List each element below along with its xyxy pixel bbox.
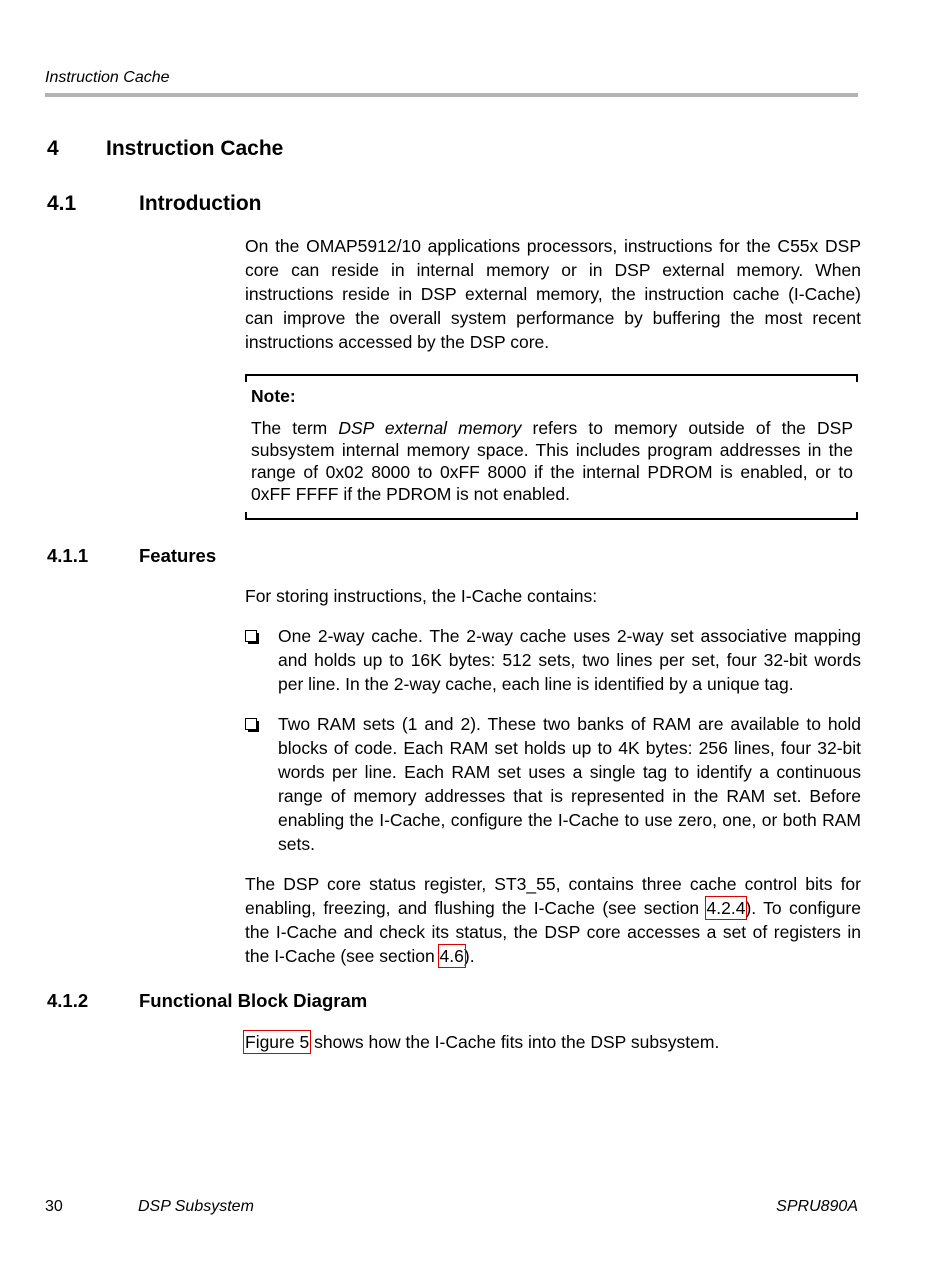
features-lead: For storing instructions, the I-Cache contains: <box>245 586 598 606</box>
note-body <box>251 417 853 505</box>
bullet-icon <box>245 718 259 732</box>
bullet-item: One 2-way cache. The 2-way cache uses 2-way set associative mapping and holds up to 16K bytes: 512 sets, two lines per set, four 32-bit words per line. In the 2-way cache, each line is identified by a unique tag. <box>278 626 861 694</box>
footer-chapter: DSP Subsystem <box>138 1198 254 1215</box>
block-diagram-title: Functional Block Diagram <box>139 990 368 1011</box>
note-line: The term DSP external memory refers to memory outside of the DSP <box>251 418 853 438</box>
block-diagram-number: 4.1.2 <box>47 990 89 1011</box>
text-line: On the OMAP5912/10 applications processors, instructions for the C55x DSP <box>245 236 861 256</box>
text-line: instructions reside in DSP external memory, the instruction cache (I-Cache) <box>245 284 861 304</box>
footer-doc-id: SPRU890A <box>776 1198 858 1215</box>
note-line: range of 0x02 8000 to 0xFF 8000 if the internal PDROM is enabled, or to <box>251 462 853 482</box>
note-emphasis: DSP external memory <box>338 418 522 438</box>
text-line: can improve the overall system performance by buffering the most recent <box>245 308 861 328</box>
status-paragraph: The DSP core status register, ST3_55, contains three cache control bits for enabling, freezing, and flushing the I-Cache (see section 4.2.4). To configure the I-Cache and check its status, the DSP core accesses a set of registers in the I-Cache (see section 4.6). <box>245 874 861 966</box>
figure-paragraph: Figure 5 shows how the I-Cache fits into the DSP subsystem. <box>245 1032 720 1052</box>
intro-paragraph <box>245 234 861 354</box>
note-box <box>245 374 858 520</box>
note-line: subsystem internal memory space. This includes program addresses in the <box>251 440 853 460</box>
figure-link[interactable]: Figure 5 <box>245 1032 310 1052</box>
subsection-number: 4.1 <box>47 192 77 215</box>
note-line: 0xFF FFFF if the PDROM is not enabled. <box>251 484 570 504</box>
section-number: 4 <box>47 137 59 160</box>
subsection-title: Introduction <box>139 192 262 215</box>
bullet-item: Two RAM sets (1 and 2). These two banks of RAM are available to hold blocks of code. Each RAM set holds up to 4K bytes: 256 lines, four 32-bit words per line. Each RAM set uses a single tag to identify a continuous range of memory addresses that is represented in the RAM set. Before enabling the I-Cache, configure the I-Cache to use zero, one, or both RAM sets. <box>278 714 861 854</box>
page-number: 30 <box>45 1198 63 1215</box>
running-header: Instruction Cache <box>45 69 170 86</box>
features-title: Features <box>139 545 217 566</box>
section-title: Instruction Cache <box>106 137 284 160</box>
note-title: Note: <box>251 386 296 406</box>
section-link[interactable]: 4.6 <box>439 946 464 966</box>
text-line: core can reside in internal memory or in DSP external memory. When <box>245 260 861 280</box>
bullet-icon <box>245 630 259 644</box>
features-number: 4.1.1 <box>47 545 89 566</box>
header-rule <box>45 93 858 97</box>
section-link[interactable]: 4.2.4 <box>706 898 746 918</box>
text-line: instructions accessed by the DSP core. <box>245 332 550 352</box>
